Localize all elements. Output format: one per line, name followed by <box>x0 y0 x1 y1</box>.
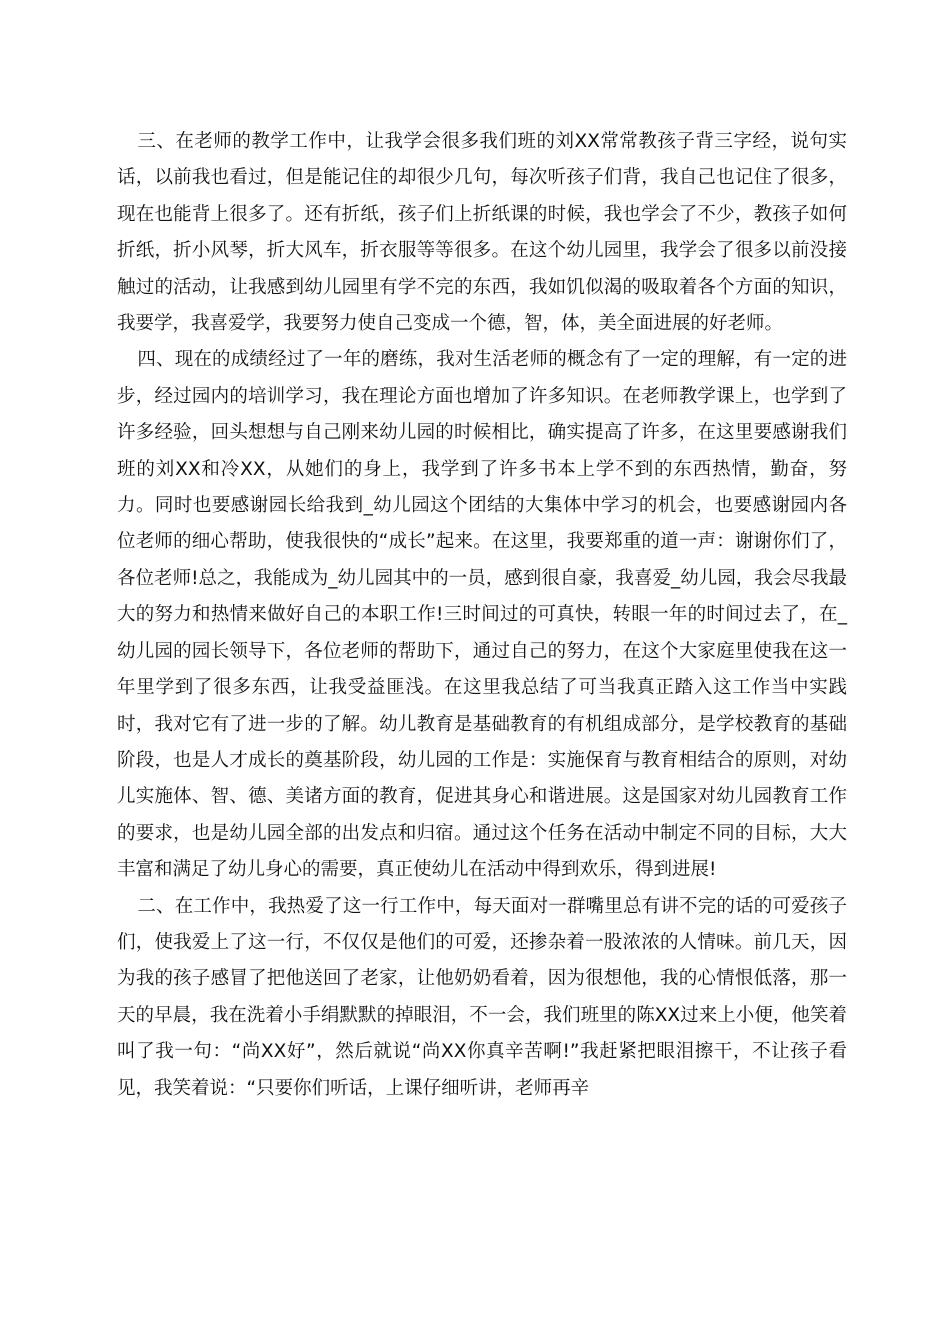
paragraph-three: 三、在老师的教学工作中，让我学会很多我们班的刘XX常常教孩子背三字经，说句实话，以前我也看过，但是能记住的却很少几句，每次听孩子们背，我自己也记住了很多，现在也能背上很多了。还有折纸，孩子们上折纸课的时候，我也学会了不少，教孩子如何折纸，折小风琴，折大风车，折衣服等等很多。在这个幼儿园里，我学会了很多以前没接触过的活动，让我感到幼儿园里有学不完的东西，我如饥似渴的吸取着各个方面的知识，我要学，我喜爱学，我要努力使自己变成一个德，智，体，美全面进展的好老师。 <box>117 131 847 335</box>
document-body <box>117 124 847 1107</box>
paragraph-two: 二、在工作中，我热爱了这一行工作中，每天面对一群嘴里总有讲不完的话的可爱孩子们，使我爱上了这一行，不仅仅是他们的可爱，还掺杂着一股浓浓的人情味。前几天，因为我的孩子感冒了把他送回了老家，让他奶奶看着，因为很想他，我的心情恨低落，那一天的早晨，我在洗着小手绢默默的掉眼泪，不一会，我们班里的陈XX过来上小便，他笑着叫了我一句：“尚XX好”，然后就说“尚XX你真辛苦啊!”我赶紧把眼泪擦干，不让孩子看见，我笑着说：“只要你们听话，上课仔细听讲，老师再辛 <box>117 895 847 1099</box>
paragraph-four: 四、现在的成绩经过了一年的磨练，我对生活老师的概念有了一定的理解，有一定的进步，经过园内的培训学习，我在理论方面也增加了许多知识。在老师教学课上，也学到了许多经验，回头想想与自己刚来幼儿园的时候相比，确实提高了许多，在这里要感谢我们班的刘XX和冷XX，从她们的身上，我学到了许多书本上学不到的东西热情，勤奋，努力。同时也要感谢园长给我到_幼儿园这个团结的大集体中学习的机会，也要感谢园内各位老师的细心帮助，使我很快的“成长”起来。在这里，我要郑重的道一声：谢谢你们了，各位老师!总之，我能成为_幼儿园其中的一员，感到很自豪，我喜爱_幼儿园，我会尽我最大的努力和热情来做好自己的本职工作!三时间过的可真快，转眼一年的时间过去了，在_幼儿园的园长领导下，各位老师的帮助下，通过自己的努力，在这个大家庭里使我在这一年里学到了很多东西，让我受益匪浅。在这里我总结了可当我真正踏入这工作当中实践时，我对它有了进一步的了解。幼儿教育是基础教育的有机组成部分，是学校教育的基础阶段，也是人才成长的奠基阶段，幼儿园的工作是：实施保育与教育相结合的原则，对幼儿实施体、智、德、美诸方面的教育，促进其身心和谐进展。这是国家对幼儿园教育工作的要求，也是幼儿园全部的出发点和归宿。通过这个任务在活动中制定不同的目标，大大丰富和满足了幼儿身心的需要，真正使幼儿在活动中得到欢乐，得到进展! <box>117 349 847 881</box>
